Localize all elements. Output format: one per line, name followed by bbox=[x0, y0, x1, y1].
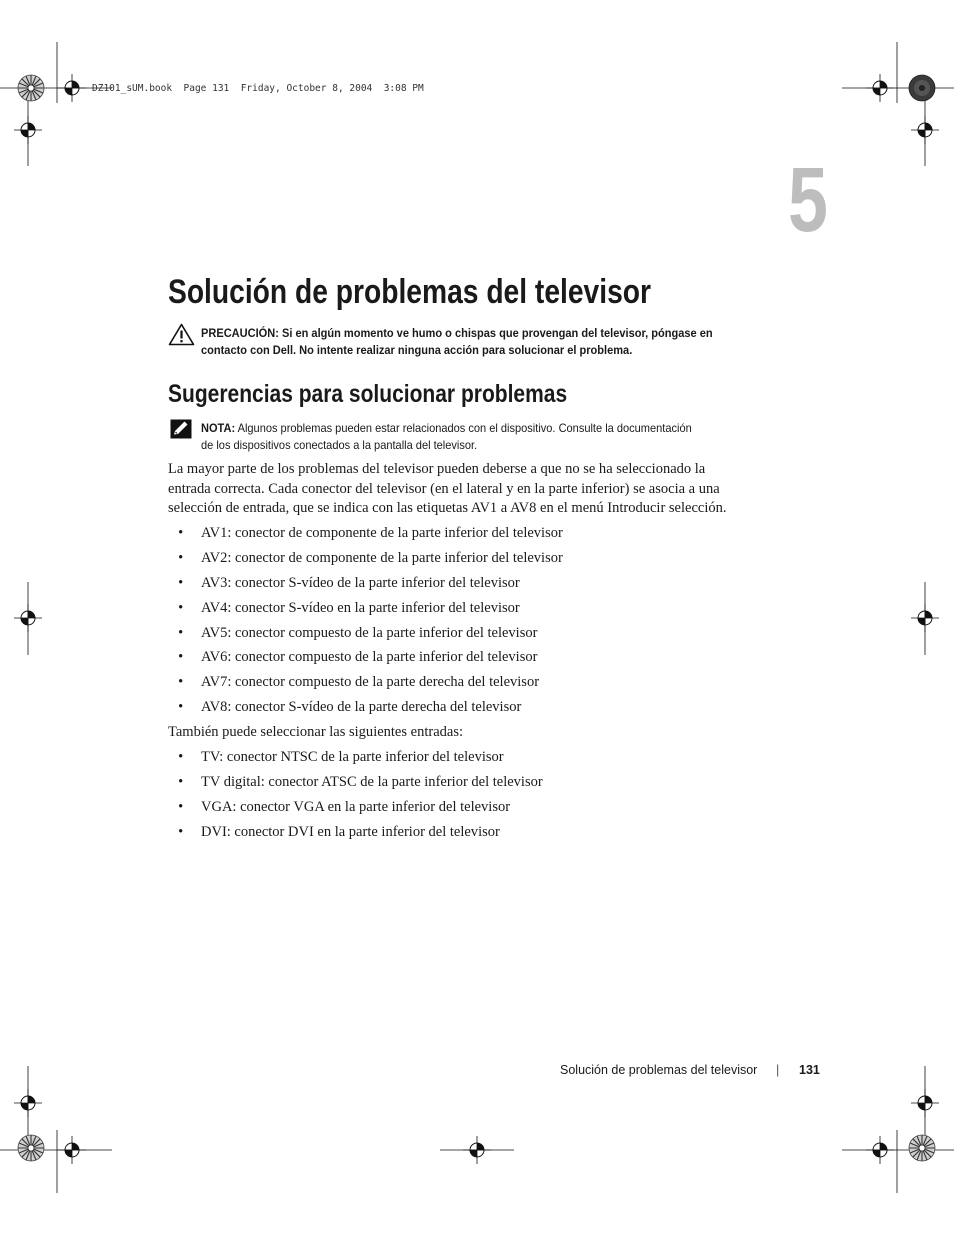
av-inputs-list bbox=[178, 523, 563, 722]
list-item bbox=[178, 697, 563, 722]
note-text-1: Algunos problemas pueden estar relacionados con el dispositivo. Consulte la documentación bbox=[237, 421, 692, 435]
page-title: Solución de problemas del televisor bbox=[168, 273, 652, 311]
intro-paragraph bbox=[168, 459, 726, 518]
list-item-text: AV7: conector compuesto de la parte derecha del televisor bbox=[201, 673, 540, 691]
list-item-text: AV1: conector de componente de la parte inferior del televisor bbox=[201, 524, 563, 541]
list-item bbox=[178, 647, 563, 672]
also-text: También puede seleccionar las siguientes entradas: bbox=[168, 723, 464, 740]
list-item bbox=[178, 573, 563, 598]
caution-label: PRECAUCIÓN: bbox=[201, 326, 279, 340]
caution-line-1 bbox=[201, 325, 713, 342]
bullet: • bbox=[178, 748, 184, 765]
list-item-text: AV2: conector de componente de la parte inferior del televisor bbox=[201, 548, 563, 566]
section-title: Sugerencias para solucionar problemas bbox=[168, 380, 568, 408]
chapter-number: 5 bbox=[788, 149, 828, 251]
bullet: • bbox=[178, 573, 184, 591]
bullet: • bbox=[178, 797, 184, 815]
caution-text-1: Si en algún momento ve humo o chispas que provengan del televisor, póngase en bbox=[281, 326, 713, 340]
bullet: • bbox=[178, 648, 184, 666]
bullet: • bbox=[178, 623, 184, 641]
list-item bbox=[178, 672, 563, 697]
other-inputs-list bbox=[178, 747, 543, 847]
bullet: • bbox=[178, 524, 184, 541]
list-item-text: DVI: conector DVI en la parte inferior del televisor bbox=[201, 822, 500, 840]
list-item bbox=[178, 598, 563, 623]
list-item bbox=[178, 747, 543, 772]
footer-separator: | bbox=[776, 1063, 780, 1077]
print-slug: DZ101_sUM.book Page 131 Friday, October 8, 2004 3:08 PM bbox=[92, 83, 424, 94]
list-item-text: AV5: conector compuesto de la parte inferior del televisor bbox=[201, 623, 538, 641]
list-item bbox=[178, 797, 543, 822]
list-item bbox=[178, 822, 543, 847]
note-line-2: de los dispositivos conectados a la pantalla del televisor. bbox=[201, 438, 478, 452]
note-line-1 bbox=[201, 420, 692, 437]
intro-line: entrada correcta. Cada conector del televisor (en el lateral y en la parte inferior) se asocia a una bbox=[168, 479, 720, 497]
note-label: NOTA: bbox=[201, 421, 236, 435]
list-item-text: AV8: conector S-vídeo de la parte derecha del televisor bbox=[201, 698, 522, 716]
footer-running-title: Solución de problemas del televisor bbox=[560, 1063, 758, 1077]
list-item-text: VGA: conector VGA en la parte inferior del televisor bbox=[201, 797, 511, 815]
list-item-text: TV: conector NTSC de la parte inferior del televisor bbox=[201, 748, 504, 765]
bullet: • bbox=[178, 598, 184, 616]
bullet: • bbox=[178, 698, 184, 716]
bullet: • bbox=[178, 673, 184, 691]
list-item bbox=[178, 548, 563, 573]
bullet: • bbox=[178, 822, 184, 840]
page-number: 131 bbox=[799, 1063, 820, 1077]
warning-triangle-icon bbox=[168, 323, 195, 346]
intro-line: selección de entrada, que se indica con las etiquetas AV1 a AV8 en el menú Introducir selección. bbox=[168, 499, 727, 516]
bullet: • bbox=[178, 772, 184, 790]
list-item-text: TV digital: conector ATSC de la parte inferior del televisor bbox=[201, 772, 543, 790]
list-item bbox=[178, 623, 563, 648]
list-item-text: AV6: conector compuesto de la parte inferior del televisor bbox=[201, 648, 538, 666]
list-item-text: AV3: conector S-vídeo de la parte inferior del televisor bbox=[201, 573, 520, 591]
bullet: • bbox=[178, 548, 184, 566]
note-pencil-icon bbox=[170, 419, 192, 439]
list-item bbox=[178, 772, 543, 797]
caution-line-2: contacto con Dell. No intente realizar ninguna acción para solucionar el problema. bbox=[201, 343, 633, 357]
list-item bbox=[178, 523, 563, 548]
intro-line: La mayor parte de los problemas del televisor pueden deberse a que no se ha seleccionado la bbox=[168, 460, 706, 477]
list-item-text: AV4: conector S-vídeo en la parte inferior del televisor bbox=[201, 598, 520, 616]
